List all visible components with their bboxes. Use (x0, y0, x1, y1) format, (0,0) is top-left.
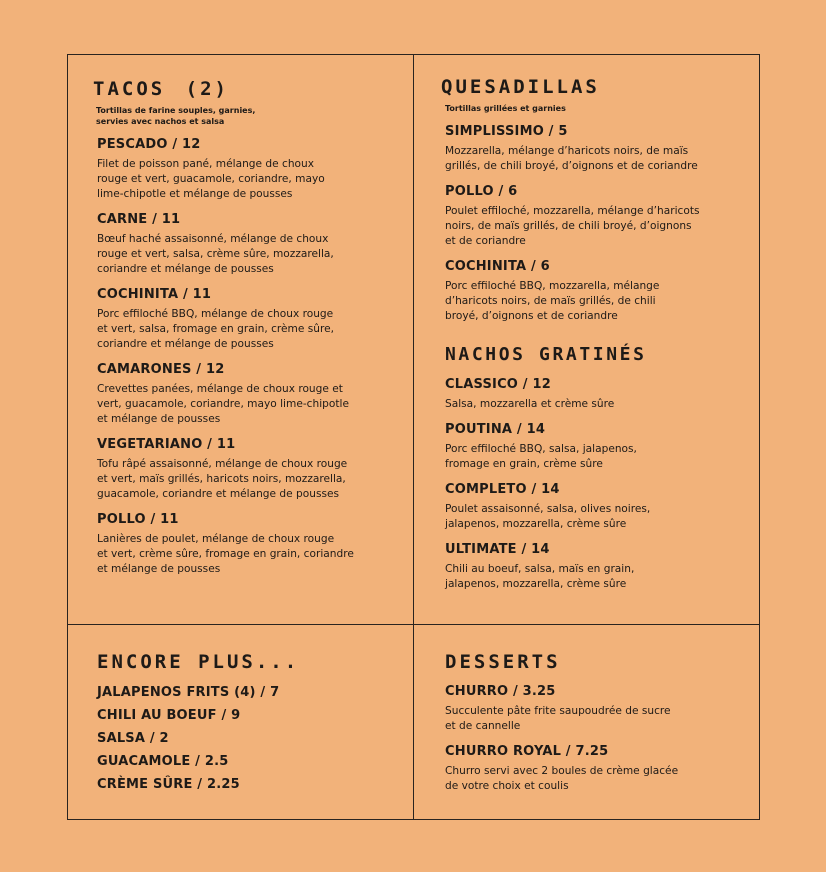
menu-item (445, 377, 753, 412)
item-name: CHURRO / 3.25 (445, 684, 556, 699)
extra-item: SALSA / 2 (97, 731, 169, 746)
menu-item (445, 684, 753, 734)
item-name: CLASSICO / 12 (445, 377, 551, 392)
menu-item (97, 362, 403, 427)
item-name: COCHINITA / 6 (445, 259, 550, 274)
menu-item (97, 437, 403, 502)
item-name: POLLO / 11 (97, 512, 179, 527)
item-name: POLLO / 6 (445, 184, 518, 199)
encore-section (97, 650, 397, 796)
item-description: Succulente pâte frite saupoudrée de sucre et de cannelle (445, 705, 671, 732)
encore-heading: ENCORE PLUS... (97, 651, 300, 673)
column-divider (413, 54, 414, 820)
item-description: Salsa, mozzarella et crème sûre (445, 398, 615, 410)
menu-item (445, 744, 753, 794)
item-description: Mozzarella, mélange d’haricots noirs, de maïs grillés, de chili broyé, d’oignons et de coriandre (445, 145, 698, 172)
desserts-heading: DESSERTS (445, 651, 561, 673)
item-description: Tofu râpé assaisonné, mélange de choux rouge et vert, maïs grillés, haricots noirs, mozzarella, guacamole, coriandre et mélange de pousses (97, 458, 348, 500)
tacos-count: (2) (185, 78, 229, 100)
item-name: SIMPLISSIMO / 5 (445, 124, 568, 139)
item-name: PESCADO / 12 (97, 137, 201, 152)
extra-item: JALAPENOS FRITS (4) / 7 (97, 685, 280, 700)
item-description: Chili au boeuf, salsa, maïs en grain, jalapenos, mozzarella, crème sûre (445, 563, 635, 590)
menu-item (445, 124, 753, 174)
row-divider (67, 624, 760, 625)
nachos-heading: NACHOS GRATINÉS (445, 344, 647, 365)
item-name: CAMARONES / 12 (97, 362, 225, 377)
menu-item (445, 482, 753, 532)
item-name: CHURRO ROYAL / 7.25 (445, 744, 609, 759)
item-description: Porc effiloché BBQ, mozzarella, mélange d’haricots noirs, de maïs grillés, de chili broyé, d’oignons et de coriandre (445, 280, 660, 322)
menu-item (97, 137, 403, 202)
quesadillas-heading: QUESADILLAS (441, 76, 600, 98)
quesadillas-subtitle: Tortillas grillées et garnies (445, 104, 566, 113)
tacos-subtitle: Tortillas de farine souples, garnies, servies avec nachos et salsa (96, 106, 256, 126)
menu-item (97, 512, 403, 577)
item-description: Poulet assaisonné, salsa, olives noires, jalapenos, mozzarella, crème sûre (445, 503, 651, 530)
tacos-heading (93, 77, 403, 101)
item-description: Bœuf haché assaisonné, mélange de choux rouge et vert, salsa, crème sûre, mozzarella, coriandre et mélange de pousses (97, 233, 334, 275)
item-name: VEGETARIANO / 11 (97, 437, 236, 452)
menu-item (445, 184, 753, 249)
menu-item (445, 542, 753, 592)
nachos-section (445, 343, 753, 592)
extra-item: CRÈME SÛRE / 2.25 (97, 777, 240, 792)
item-description: Porc effiloché BBQ, mélange de choux rouge et vert, salsa, fromage en grain, crème sûre, coriandre et mélange de pousses (97, 308, 334, 350)
item-description: Porc effiloché BBQ, salsa, jalapenos, fromage en grain, crème sûre (445, 443, 637, 470)
extra-item: GUACAMOLE / 2.5 (97, 754, 229, 769)
tacos-title: TACOS (93, 78, 166, 100)
menu-item (445, 422, 753, 472)
quesadillas-section (441, 75, 753, 324)
item-description: Churro servi avec 2 boules de crème glacée de votre choix et coulis (445, 765, 679, 792)
menu-item (445, 259, 753, 324)
item-name: POUTINA / 14 (445, 422, 546, 437)
item-name: ULTIMATE / 14 (445, 542, 550, 557)
item-name: COMPLETO / 14 (445, 482, 560, 497)
item-name: COCHINITA / 11 (97, 287, 212, 302)
menu-item (97, 212, 403, 277)
desserts-section (445, 650, 753, 794)
item-description: Crevettes panées, mélange de choux rouge et vert, guacamole, coriandre, mayo lime-chipotle et mélange de pousses (97, 383, 349, 425)
item-name: CARNE / 11 (97, 212, 181, 227)
item-description: Filet de poisson pané, mélange de choux rouge et vert, guacamole, coriandre, mayo lime-chipotle et mélange de pousses (97, 158, 325, 200)
tacos-section (93, 77, 403, 577)
menu-item (97, 287, 403, 352)
item-description: Lanières de poulet, mélange de choux rouge et vert, crème sûre, fromage en grain, coriandre et mélange de pousses (97, 533, 354, 575)
item-description: Poulet effiloché, mozzarella, mélange d’haricots noirs, de maïs grillés, de chili broyé, d’oignons et de coriandre (445, 205, 700, 247)
extra-item: CHILI AU BOEUF / 9 (97, 708, 241, 723)
